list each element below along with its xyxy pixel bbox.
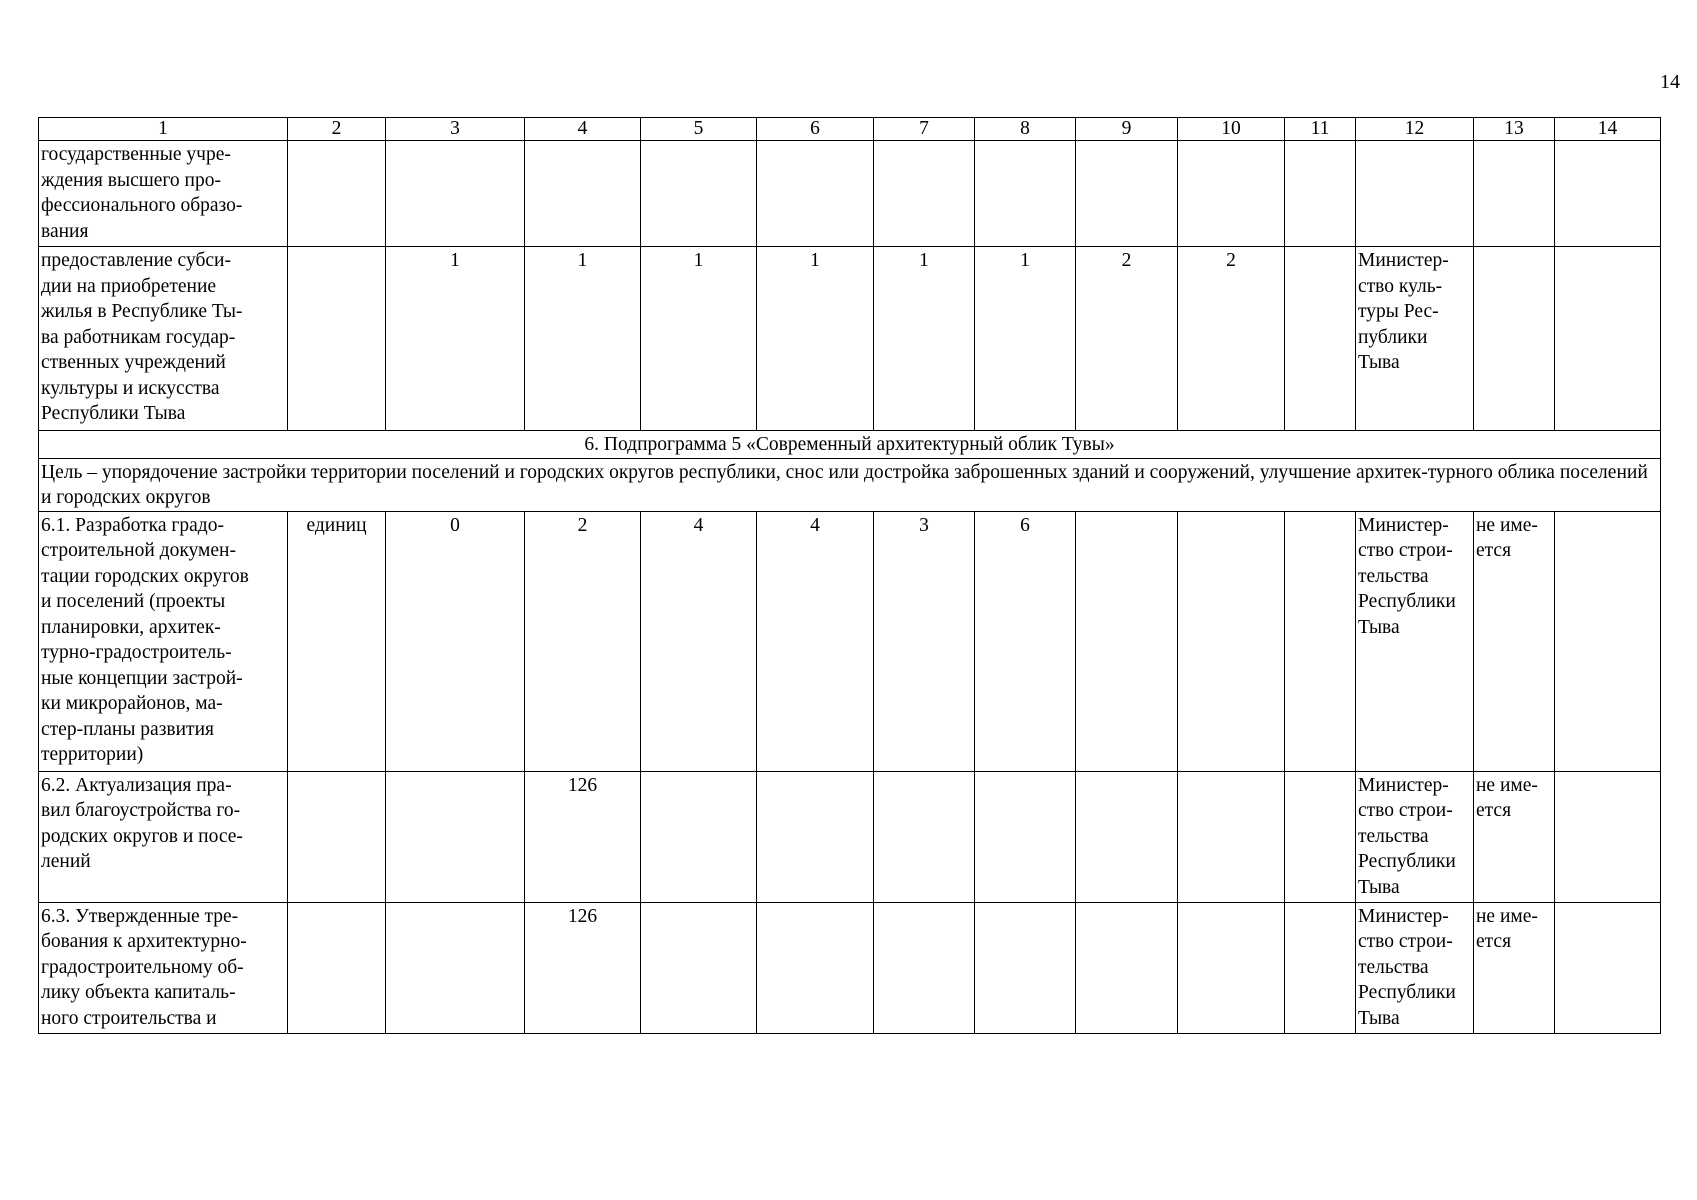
value-cell (757, 902, 874, 1033)
responsible-cell (1356, 141, 1474, 247)
value-cell (386, 141, 525, 247)
value-cell (1076, 771, 1178, 902)
value-cell (641, 141, 757, 247)
value-cell (975, 902, 1076, 1033)
col14-cell (1555, 247, 1661, 431)
value-cell (757, 141, 874, 247)
value-cell: 1 (525, 247, 641, 431)
note-cell: не име- ется (1474, 771, 1555, 902)
unit-cell: единиц (288, 511, 386, 771)
col11-cell (1285, 141, 1356, 247)
value-cell: 1 (975, 247, 1076, 431)
value-cell (757, 771, 874, 902)
column-header: 6 (757, 118, 874, 141)
section-title-row (39, 431, 1661, 459)
unit-cell (288, 771, 386, 902)
value-cell (975, 771, 1076, 902)
column-header: 14 (1555, 118, 1661, 141)
value-cell: 1 (874, 247, 975, 431)
column-header: 5 (641, 118, 757, 141)
col14-cell (1555, 511, 1661, 771)
value-cell: 126 (525, 771, 641, 902)
indicator-cell: 6.3. Утвержденные тре- бования к архитектурно- градостроительному об- лику объекта капиталь- ного строительства и (39, 902, 288, 1033)
value-cell: 4 (757, 511, 874, 771)
page-number: 14 (1660, 71, 1680, 93)
note-cell (1474, 141, 1555, 247)
column-header: 3 (386, 118, 525, 141)
column-number-row (39, 118, 1661, 141)
value-cell: 4 (641, 511, 757, 771)
value-cell (1178, 511, 1285, 771)
col11-cell (1285, 771, 1356, 902)
value-cell (1178, 771, 1285, 902)
responsible-cell: Министер- ство строи- тельства Республики Тыва (1356, 902, 1474, 1033)
value-cell (525, 141, 641, 247)
value-cell (874, 141, 975, 247)
section-goal-row (39, 458, 1661, 511)
col11-cell (1285, 902, 1356, 1033)
column-header: 13 (1474, 118, 1555, 141)
table-row (39, 141, 1661, 247)
table-row (39, 247, 1661, 431)
section-title: 6. Подпрограмма 5 «Современный архитектурный облик Тувы» (39, 431, 1661, 459)
column-header: 9 (1076, 118, 1178, 141)
col11-cell (1285, 511, 1356, 771)
value-cell: 126 (525, 902, 641, 1033)
indicator-cell: государственные учре- ждения высшего про- фессионального образо- вания (39, 141, 288, 247)
col14-cell (1555, 902, 1661, 1033)
column-header: 11 (1285, 118, 1356, 141)
section-goal: Цель – упорядочение застройки территории поселений и городских округов республики, снос или достройка заброшенных зданий и сооружений, улучшение архитек-турного облика поселений и городских округов (39, 458, 1661, 511)
program-indicators-table (38, 117, 1661, 1034)
responsible-cell: Министер- ство строи- тельства Республики Тыва (1356, 511, 1474, 771)
value-cell (874, 771, 975, 902)
value-cell (641, 771, 757, 902)
value-cell: 3 (874, 511, 975, 771)
col14-cell (1555, 771, 1661, 902)
value-cell (641, 902, 757, 1033)
value-cell: 2 (525, 511, 641, 771)
column-header: 1 (39, 118, 288, 141)
value-cell (1178, 141, 1285, 247)
note-cell (1474, 247, 1555, 431)
table-row (39, 902, 1661, 1033)
value-cell (975, 141, 1076, 247)
note-cell: не име- ется (1474, 511, 1555, 771)
column-header: 4 (525, 118, 641, 141)
value-cell: 0 (386, 511, 525, 771)
column-header: 8 (975, 118, 1076, 141)
indicator-cell: предоставление субси- дии на приобретение жилья в Республике Ты- ва работникам государ- ственных учреждений культуры и искусства Республики Тыва (39, 247, 288, 431)
value-cell (1076, 141, 1178, 247)
table-row (39, 511, 1661, 771)
value-cell (874, 902, 975, 1033)
value-cell: 6 (975, 511, 1076, 771)
responsible-cell: Министер- ство куль- туры Рес- публики Тыва (1356, 247, 1474, 431)
unit-cell (288, 902, 386, 1033)
value-cell (1076, 511, 1178, 771)
value-cell: 1 (386, 247, 525, 431)
value-cell: 2 (1178, 247, 1285, 431)
value-cell: 1 (757, 247, 874, 431)
unit-cell (288, 247, 386, 431)
unit-cell (288, 141, 386, 247)
value-cell: 2 (1076, 247, 1178, 431)
col11-cell (1285, 247, 1356, 431)
column-header: 2 (288, 118, 386, 141)
value-cell (386, 902, 525, 1033)
note-cell: не име- ется (1474, 902, 1555, 1033)
value-cell: 1 (641, 247, 757, 431)
indicator-cell: 6.1. Разработка градо- строительной докумен- тации городских округов и поселений (проекты планировки, архитек- турно-градостроитель- ные концепции застрой- ки микрорайонов, ма- стер-планы развития территории) (39, 511, 288, 771)
responsible-cell: Министер- ство строи- тельства Республики Тыва (1356, 771, 1474, 902)
col14-cell (1555, 141, 1661, 247)
column-header: 12 (1356, 118, 1474, 141)
column-header: 10 (1178, 118, 1285, 141)
column-header: 7 (874, 118, 975, 141)
table-row (39, 771, 1661, 902)
value-cell (1178, 902, 1285, 1033)
value-cell (1076, 902, 1178, 1033)
value-cell (386, 771, 525, 902)
indicator-cell: 6.2. Актуализация пра- вил благоустройства го- родских округов и посе- лений (39, 771, 288, 902)
